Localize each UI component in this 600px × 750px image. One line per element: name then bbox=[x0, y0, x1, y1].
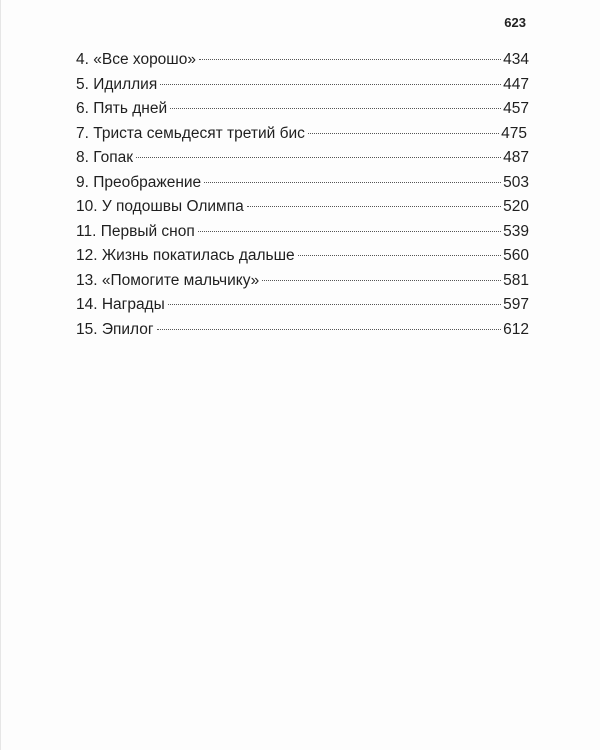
toc-entry bbox=[76, 146, 529, 171]
toc-entry-title: 11. Первый сноп bbox=[76, 222, 195, 240]
toc-entry bbox=[76, 73, 529, 98]
dot-leader bbox=[170, 108, 501, 109]
toc-entry-page: 475 bbox=[501, 124, 527, 142]
toc-entry-page: 487 bbox=[503, 149, 529, 166]
toc-entry-title: 8. Гопак bbox=[76, 149, 134, 166]
toc-entry bbox=[76, 48, 529, 73]
toc-entry-title: 15. Эпилог bbox=[76, 320, 154, 338]
toc-entry bbox=[76, 293, 529, 318]
toc-entry bbox=[76, 195, 529, 220]
toc-entry-page: 581 bbox=[503, 271, 529, 289]
table-of-contents bbox=[76, 48, 529, 342]
toc-entry bbox=[76, 97, 529, 122]
dot-leader bbox=[136, 157, 501, 158]
dot-leader bbox=[298, 255, 501, 256]
dot-leader bbox=[262, 280, 501, 281]
toc-entry bbox=[76, 269, 529, 294]
toc-entry bbox=[76, 220, 529, 245]
toc-entry-page: 447 bbox=[503, 75, 529, 93]
dot-leader bbox=[168, 304, 501, 305]
toc-entry-title: 14. Награды bbox=[76, 296, 165, 313]
toc-entry bbox=[76, 244, 529, 269]
dot-leader bbox=[199, 59, 501, 60]
dot-leader bbox=[247, 206, 501, 207]
toc-entry-page: 560 bbox=[503, 247, 529, 264]
toc-entry-title: 13. «Помогите мальчику» bbox=[76, 271, 260, 289]
page-number: 623 bbox=[504, 15, 526, 30]
dot-leader bbox=[198, 231, 501, 232]
dot-leader bbox=[308, 133, 499, 134]
toc-entry-page: 612 bbox=[503, 320, 529, 338]
toc-entry bbox=[76, 122, 527, 147]
toc-entry-page: 457 bbox=[503, 100, 529, 117]
toc-entry bbox=[76, 318, 529, 343]
toc-entry-title: 12. Жизнь покатилась дальше bbox=[76, 247, 295, 264]
toc-entry-page: 503 bbox=[503, 173, 529, 191]
dot-leader bbox=[160, 84, 501, 85]
toc-entry-title: 4. «Все хорошо» bbox=[76, 51, 196, 68]
toc-entry-title: 10. У подошвы Олимпа bbox=[76, 198, 244, 215]
toc-entry-title: 6. Пять дней bbox=[76, 100, 168, 117]
toc-entry-page: 597 bbox=[503, 296, 529, 313]
toc-entry-title: 5. Идиллия bbox=[76, 75, 158, 93]
toc-entry-page: 520 bbox=[503, 198, 529, 215]
toc-entry-page: 434 bbox=[503, 51, 529, 68]
toc-entry-title: 9. Преображение bbox=[76, 173, 202, 191]
toc-entry bbox=[76, 171, 529, 196]
dot-leader bbox=[157, 329, 502, 330]
toc-entry-page: 539 bbox=[503, 222, 529, 240]
toc-entry-title: 7. Триста семьдесят третий бис bbox=[76, 124, 305, 142]
dot-leader bbox=[204, 182, 501, 183]
